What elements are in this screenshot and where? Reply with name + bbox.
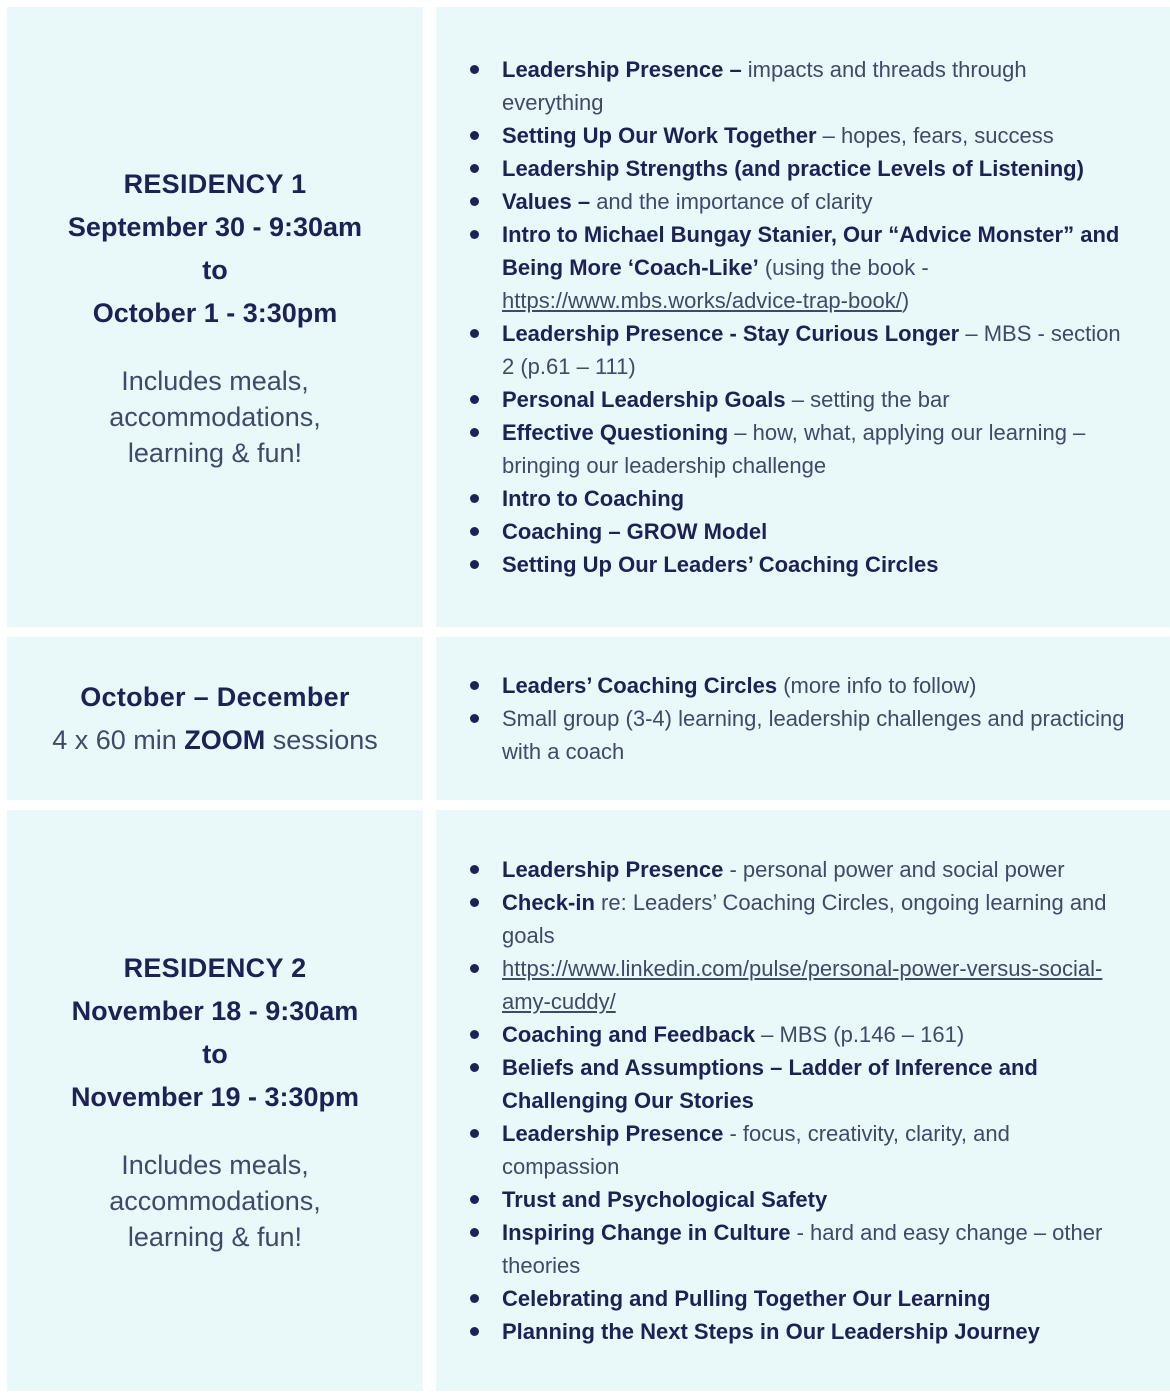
topic-item [468, 383, 1128, 416]
residency-2-start-date: November 18 - 9:30am [71, 995, 359, 1026]
topic-text: and the importance of clarity [596, 189, 873, 214]
topic-item [468, 1315, 1128, 1348]
topic-bold-text: Coaching – GROW Model [502, 519, 768, 544]
topic-text: re: Leaders’ Coaching Circles, ongoing learning and goals [502, 890, 1107, 948]
residency-2-end-date: November 19 - 3:30pm [70, 1081, 360, 1112]
topic-bold-text: Intro to Coaching [502, 486, 685, 511]
topic-bold-text: Check-in [502, 890, 595, 915]
topic-item [468, 1117, 1128, 1183]
residency-2-dates [71, 990, 359, 1119]
residency-1-dates [68, 206, 362, 335]
topic-text: – MBS (p.146 – 161) [755, 1022, 965, 1047]
url-link[interactable]: https://www.mbs.works/advice-trap-book/ [502, 288, 902, 313]
topic-bold-text: Personal Leadership Goals [502, 387, 786, 412]
topic-bold-text: Effective Questioning [502, 420, 729, 445]
topic-text: – setting the bar [785, 387, 950, 412]
topic-text: - personal power and social power [723, 857, 1065, 882]
url-link[interactable]: https://www.linkedin.com/pulse/personal-power-versus-social-amy-cuddy/ [502, 956, 1103, 1014]
topic-bold-text: ZOOM [184, 724, 266, 755]
topic-bold-text: Leadership Presence - Stay Curious Longer [502, 321, 960, 346]
residency-2-topics-cell [436, 810, 1170, 1391]
topic-item [468, 1282, 1128, 1315]
topic-item [468, 1018, 1128, 1051]
topic-item [468, 853, 1128, 886]
topic-bold-text: Planning the Next Steps in Our Leadership Journey [502, 1319, 1040, 1344]
topic-item [468, 1051, 1128, 1117]
topic-text: sessions [265, 724, 378, 755]
topic-item [468, 152, 1128, 185]
topic-bold-text: Coaching and Feedback [502, 1022, 756, 1047]
topic-text: 4 x 60 min [52, 724, 185, 755]
topic-item [468, 317, 1128, 383]
topic-item [468, 416, 1128, 482]
topic-text: - focus, creativity, clarity, and compassion [502, 1121, 1010, 1179]
residency-1-end-date: October 1 - 3:30pm [92, 298, 338, 328]
topic-bold-text: Inspiring Change in Culture [502, 1220, 791, 1245]
topic-bold-text: Beliefs and Assumptions – Ladder of Inference and Challenging Our Stories [502, 1055, 1038, 1113]
topic-text: (using the book - [758, 255, 929, 280]
topic-text: (more info to follow) [777, 673, 977, 698]
topic-item [468, 702, 1128, 768]
topic-bold-text: Leadership Presence [502, 1121, 724, 1146]
topic-item [468, 952, 1128, 1018]
topic-text: – how, what, applying our learning – bringing our leadership challenge [502, 420, 1086, 478]
residency-2-date-connector: to [202, 1038, 228, 1069]
topic-bold-text: Intro to Michael Bungay Stanier, Our “Advice Monster” and Being More ‘Coach-Like’ [502, 222, 1120, 280]
topic-item [468, 218, 1128, 317]
residency-2-info-cell [7, 810, 423, 1391]
topic-item [468, 185, 1128, 218]
residency-1-date-connector: to [202, 255, 228, 285]
topic-text: Small group (3-4) learning, leadership challenges and practicing with a coach [502, 706, 1125, 764]
residency-1-inclusions-note: Includes meals, accommodations, learning & fun! [109, 366, 321, 468]
topic-bold-text: Values – [502, 189, 597, 214]
topic-bold-text: Leadership Strengths (and practice Levels of Listening) [502, 156, 1084, 181]
residency-2-title: RESIDENCY 2 [123, 952, 307, 983]
topic-bold-text: Trust and Psychological Safety [502, 1187, 828, 1212]
topic-item [468, 482, 1128, 515]
zoom-sessions-topics-list [468, 669, 1128, 768]
topic-bold-text: Leadership Presence – [502, 57, 748, 82]
zoom-sessions-period: October – December [80, 681, 350, 712]
residency-1-title: RESIDENCY 1 [123, 169, 307, 199]
topic-text: ) [901, 288, 910, 313]
topic-item [468, 53, 1128, 119]
topic-item [468, 515, 1128, 548]
topic-item [468, 886, 1128, 952]
zoom-sessions-topics-cell [436, 637, 1170, 800]
topic-item [468, 1216, 1128, 1282]
topic-text: – hopes, fears, success [816, 123, 1054, 148]
topic-text: - hard and easy change – other theories [502, 1220, 1103, 1278]
topic-item [468, 548, 1128, 581]
topic-bold-text: Setting Up Our Work Together [502, 123, 817, 148]
topic-item [468, 119, 1128, 152]
topic-text: – MBS - section 2 (p.61 – 111) [502, 321, 1121, 379]
residency-1-topics-list [468, 53, 1128, 581]
residency-1-info-cell [7, 7, 423, 627]
zoom-sessions-format [52, 719, 378, 762]
topic-item [468, 1183, 1128, 1216]
residency-1-start-date: September 30 - 9:30am [67, 212, 363, 242]
residency-1-topics-cell [436, 7, 1170, 627]
zoom-sessions-info-cell [7, 637, 423, 800]
residency-2-inclusions-note: Includes meals, accommodations, learning & fun! [109, 1149, 321, 1252]
topic-bold-text: Leaders’ Coaching Circles [502, 673, 778, 698]
topic-item [468, 669, 1128, 702]
topic-bold-text: Leadership Presence [502, 857, 724, 882]
topic-bold-text: Celebrating and Pulling Together Our Learning [502, 1286, 991, 1311]
residency-2-topics-list [468, 853, 1128, 1348]
topic-text: impacts and threads through everything [502, 57, 1027, 115]
topic-bold-text: Setting Up Our Leaders’ Coaching Circles [502, 552, 939, 577]
